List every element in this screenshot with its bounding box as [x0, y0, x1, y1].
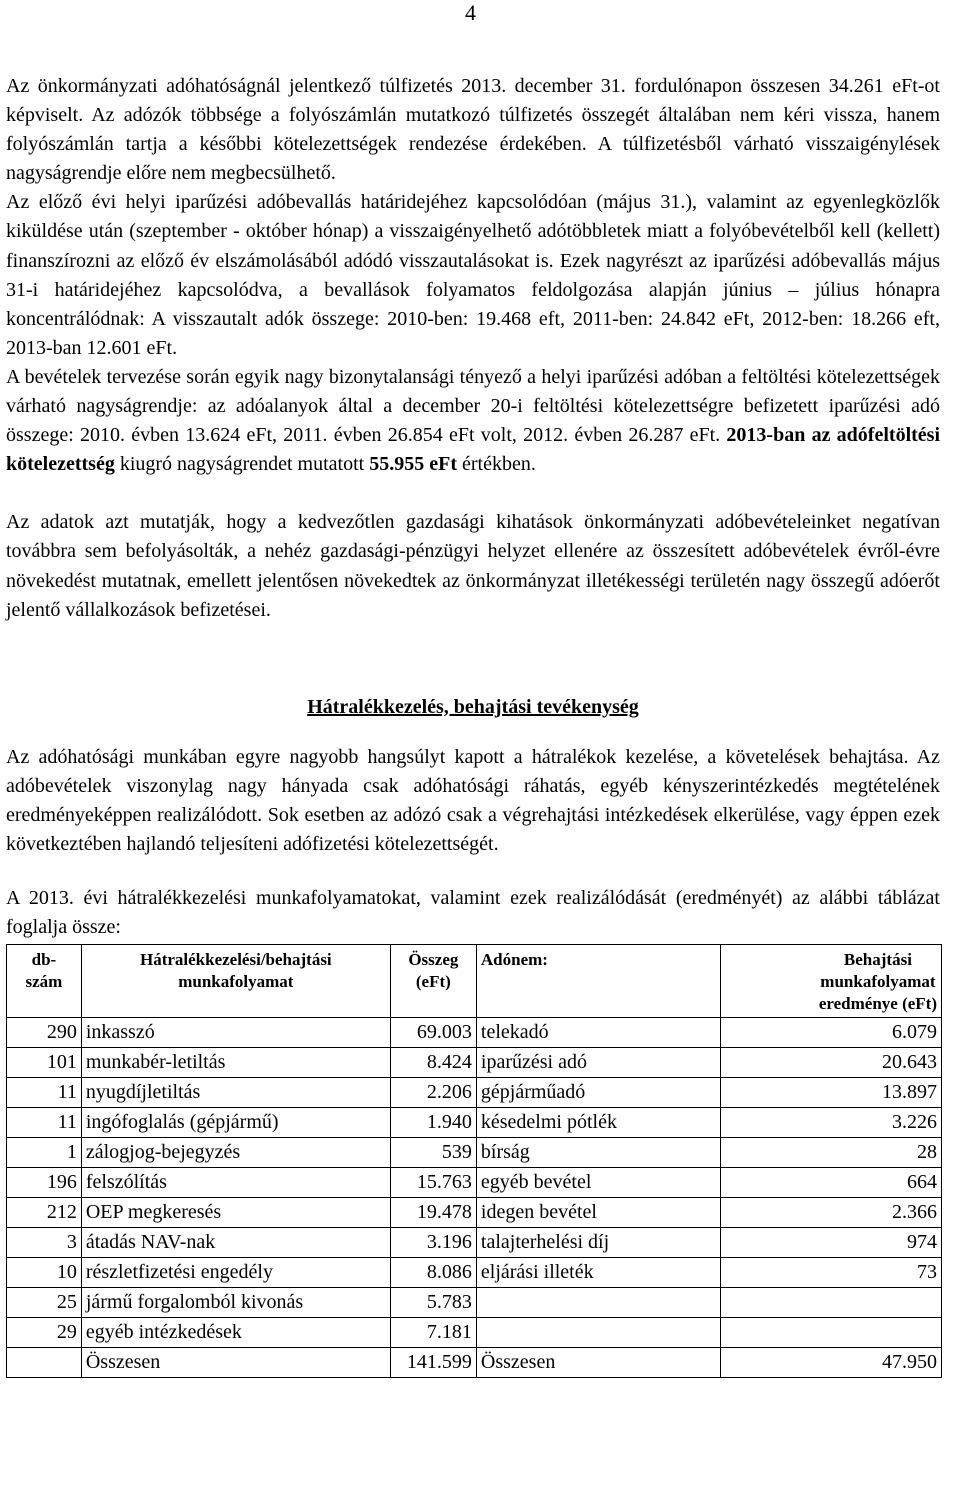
- cell-result: 974: [721, 1228, 942, 1258]
- cell-tax: gépjárműadó: [476, 1078, 720, 1108]
- header-text: Összeg (eFt): [408, 950, 459, 992]
- text-span: kiugró nagyságrendet mutatott: [114, 453, 370, 476]
- cell-process: Összesen: [81, 1348, 390, 1378]
- table-body: [7, 1018, 942, 1378]
- cell-tax: idegen bevétel: [476, 1198, 720, 1228]
- cell-process: jármű forgalomból kivonás: [81, 1288, 390, 1318]
- paragraph-overpayment: Az önkormányzati adóhatóságnál jelentkező túlfizetés 2013. december 31. fordulónapon összesen 34.261 eFt-ot képviselt. Az adózók többsége a folyószámlán mutatkozó túlfizetés összegét általában nem kéri vissza, hanem folyószámlán tartja a későbbi kötelezettségek rendezése érdekében. A túlfizetésből várható visszaigénylések nagyságrendje előre nem megbecsülhető.: [6, 75, 940, 185]
- document-body: [6, 72, 940, 1378]
- table-total-row: [7, 1348, 942, 1378]
- cell-amount: 7.181: [390, 1318, 476, 1348]
- cell-tax: eljárási illeték: [476, 1258, 720, 1288]
- cell-result: [721, 1288, 942, 1318]
- paragraph-revenue-planning: [6, 363, 940, 479]
- cell-db: 11: [7, 1078, 82, 1108]
- cell-amount: 2.206: [390, 1078, 476, 1108]
- cell-tax: [476, 1288, 720, 1318]
- cell-db: 212: [7, 1198, 82, 1228]
- cell-tax: Összesen: [476, 1348, 720, 1378]
- paragraph-arrears: Az adóhatósági munkában egyre nagyobb hangsúlyt kapott a hátralékok kezelése, a követelések behajtása. Az adóbevételek viszonylag nagy hányada csak adóhatósági ráhatás, egyéb kényszerintézkedés megtételének eredményeképpen realizálódott. Sok esetben az adózó csak a végrehajtási intézkedések elkerülése, vagy éppen ezek következtében hajlandó teljesíteni adófizetési kötelezettségét.: [6, 745, 940, 855]
- cell-result: 47.950: [721, 1348, 942, 1378]
- cell-process: inkasszó: [81, 1018, 390, 1048]
- cell-db: 29: [7, 1318, 82, 1348]
- cell-result: 3.226: [721, 1108, 942, 1138]
- cell-amount: 5.783: [390, 1288, 476, 1318]
- cell-amount: 141.599: [390, 1348, 476, 1378]
- cell-process: ingófoglalás (gépjármű): [81, 1108, 390, 1138]
- cell-tax: [476, 1318, 720, 1348]
- table-row: [7, 1018, 942, 1048]
- arrears-table: [6, 944, 942, 1378]
- cell-db: 25: [7, 1288, 82, 1318]
- cell-amount: 1.940: [390, 1108, 476, 1138]
- cell-db: 10: [7, 1258, 82, 1288]
- table-row: [7, 1168, 942, 1198]
- cell-process: felszólítás: [81, 1168, 390, 1198]
- cell-db: 101: [7, 1048, 82, 1078]
- table-row: [7, 1078, 942, 1108]
- section-heading: Hátralékkezelés, behajtási tevékenység: [307, 695, 639, 718]
- cell-result: 664: [721, 1168, 942, 1198]
- cell-process: zálogjog-bejegyzés: [81, 1138, 390, 1168]
- cell-result: 73: [721, 1258, 942, 1288]
- cell-db: 196: [7, 1168, 82, 1198]
- header-result: [721, 945, 942, 1018]
- table-row: [7, 1138, 942, 1168]
- cell-result: 28: [721, 1138, 942, 1168]
- cell-process: egyéb intézkedések: [81, 1318, 390, 1348]
- cell-result: 13.897: [721, 1078, 942, 1108]
- cell-tax: talajterhelési díj: [476, 1228, 720, 1258]
- paragraph-tax-data: Az adatok azt mutatják, hogy a kedvezőtlen gazdasági kihatások önkormányzati adóbevételeinket negatívan továbbra sem befolyásolták, a nehéz gazdasági-pénzügyi helyzet ellenére az összesített adóbevételek évről-évre növekedést mutatnak, emellett jelentősen növekedtek az önkormányzat illetékességi területén nagy összegű adóerőt jelentő vállalkozások befizetései.: [6, 511, 940, 621]
- cell-amount: 8.424: [390, 1048, 476, 1078]
- table-row: [7, 1108, 942, 1138]
- paragraph-table-intro: A 2013. évi hátralékkezelési munkafolyamatokat, valamint ezek realizálódását (eredményét) az alábbi táblázat foglalja össze:: [6, 887, 940, 939]
- cell-result: [721, 1318, 942, 1348]
- cell-db: 3: [7, 1228, 82, 1258]
- bold-text: 2013-ban az adófeltöltési kötelezettség: [6, 424, 940, 476]
- cell-process: átadás NAV-nak: [81, 1228, 390, 1258]
- cell-tax: késedelmi pótlék: [476, 1108, 720, 1138]
- cell-amount: 8.086: [390, 1258, 476, 1288]
- table-row: [7, 1228, 942, 1258]
- cell-db: 290: [7, 1018, 82, 1048]
- cell-process: OEP megkeresés: [81, 1198, 390, 1228]
- cell-result: 6.079: [721, 1018, 942, 1048]
- cell-process: munkabér-letiltás: [81, 1048, 390, 1078]
- cell-process: részletfizetési engedély: [81, 1258, 390, 1288]
- table-row: [7, 1048, 942, 1078]
- text-span: A bevételek tervezése során egyik nagy bizonytalansági tényező a helyi iparűzési adóban a feltöltési kötelezettségek várható nagyságrendje: az adóalanyok által a december 20-i feltöltési kötelezettségre befizetett iparűzési adó összege: 2010. évben 13.624 eFt, 2011. évben 26.854 eFt volt, 2012. évben 26.287 eFt.: [6, 365, 940, 447]
- cell-tax: iparűzési adó: [476, 1048, 720, 1078]
- header-text: Behajtási munkafolyamat eredménye (eFt): [818, 950, 937, 1014]
- cell-amount: 15.763: [390, 1168, 476, 1198]
- header-db: [7, 945, 82, 1018]
- table-row: [7, 1198, 942, 1228]
- table-row: [7, 1318, 942, 1348]
- cell-db: 11: [7, 1108, 82, 1138]
- cell-amount: 539: [390, 1138, 476, 1168]
- cell-tax: telekadó: [476, 1018, 720, 1048]
- paragraph-refunds: Az előző évi helyi iparűzési adóbevallás határidejéhez kapcsolódóan (május 31.), valamint az egyenlegközlők kiküldése után (szeptember - október hónap) a visszaigényelhető adótöbbletek miatt a folyóbevételből kell (kellett) finanszírozni az előző év elszámolásából adódó visszautalásokat is. Ezek nagyrészt az iparűzési adóbevallás május 31-i határidejéhez kapcsolódva, a bevallások folyamatos feldolgozása alapján június – július hónapra koncentrálódnak: A visszautalt adók összege: 2010-ben: 19.468 eft, 2011-ben: 24.842 eFt, 2012-ben: 18.266 eft, 2013-ban 12.601 eFt.: [6, 191, 940, 359]
- header-amount: [390, 945, 476, 1018]
- header-text: db- szám: [25, 950, 63, 992]
- header-tax: [476, 945, 720, 1018]
- header-text: Adónem:: [480, 950, 548, 970]
- cell-result: 2.366: [721, 1198, 942, 1228]
- header-process: [81, 945, 390, 1018]
- bold-amount: 55.955 eFt: [369, 453, 457, 476]
- cell-process: nyugdíjletiltás: [81, 1078, 390, 1108]
- cell-amount: 69.003: [390, 1018, 476, 1048]
- cell-result: 20.643: [721, 1048, 942, 1078]
- header-text: Hátralékkezelési/behajtási munkafolyamat: [139, 950, 332, 992]
- page-number: 4: [465, 0, 476, 25]
- cell-db: 1: [7, 1138, 82, 1168]
- cell-tax: egyéb bevétel: [476, 1168, 720, 1198]
- cell-amount: 19.478: [390, 1198, 476, 1228]
- text-span: értékben.: [456, 453, 536, 476]
- table-row: [7, 1258, 942, 1288]
- cell-amount: 3.196: [390, 1228, 476, 1258]
- cell-db: [7, 1348, 82, 1378]
- cell-tax: bírság: [476, 1138, 720, 1168]
- table-header-row: [7, 945, 942, 1018]
- table-row: [7, 1288, 942, 1318]
